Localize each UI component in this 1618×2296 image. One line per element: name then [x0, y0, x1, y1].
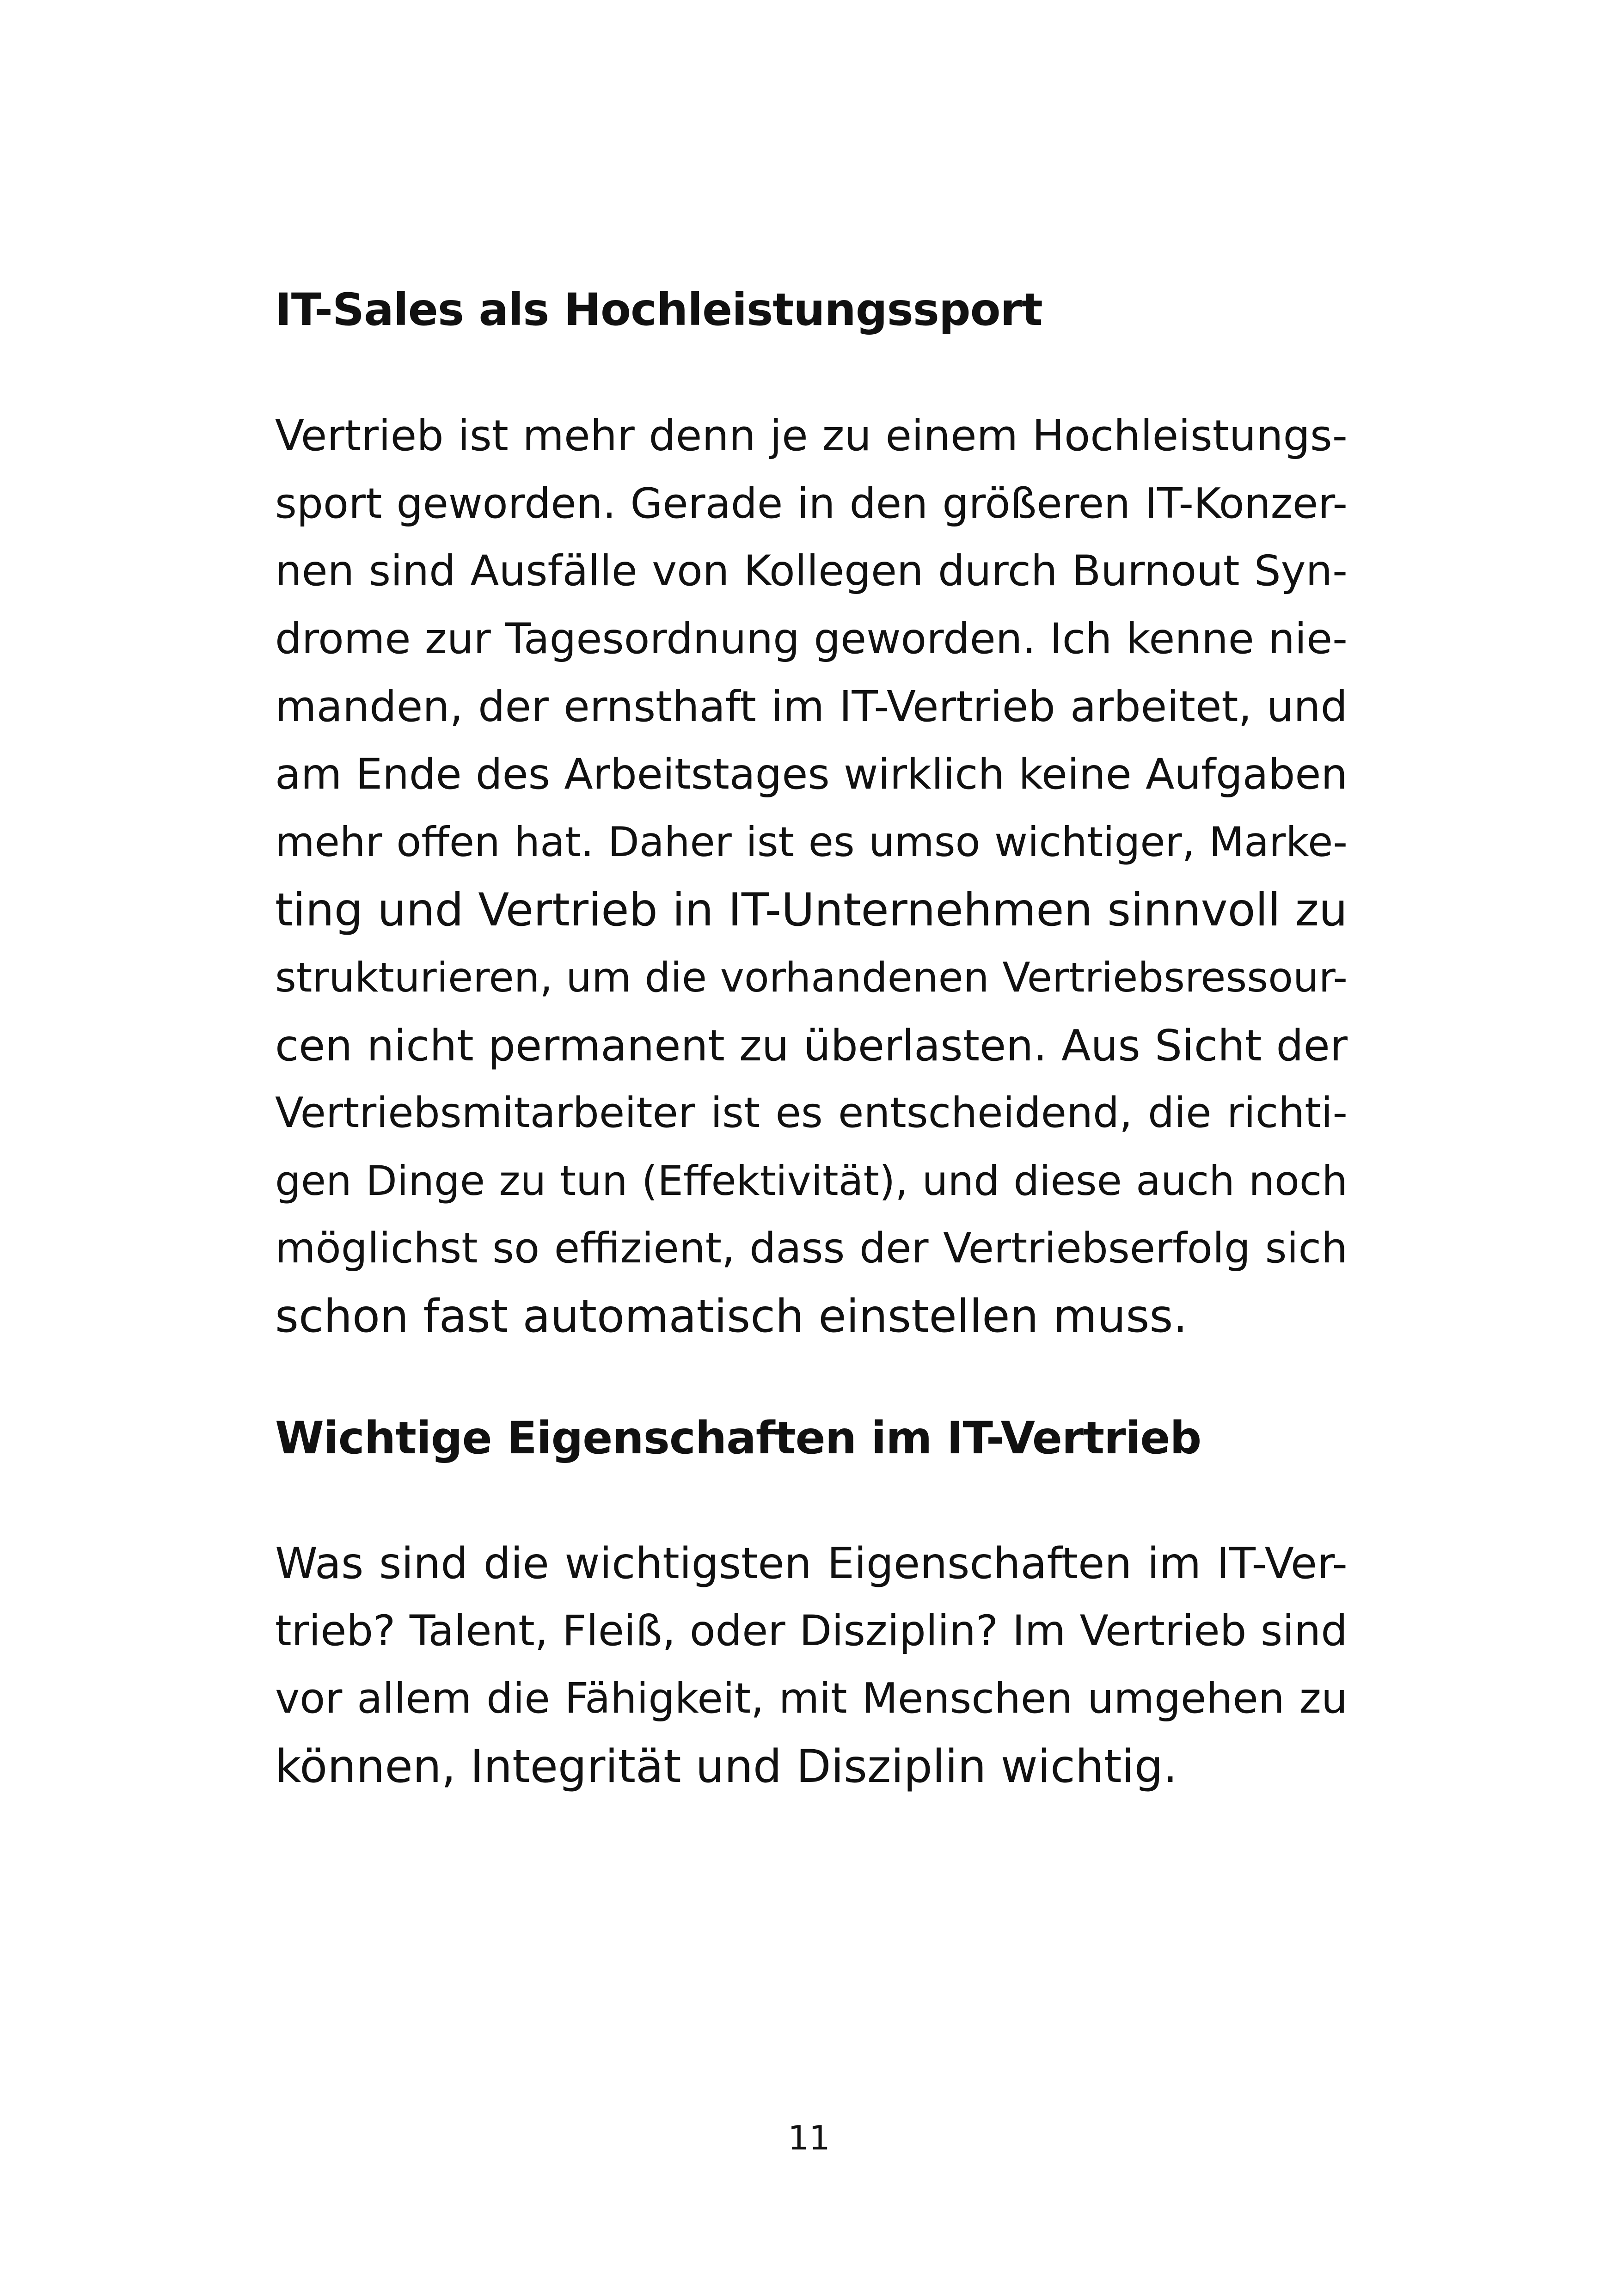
section-heading: Wichtige Eigenschaften im IT-Vertrieb — [275, 1412, 1201, 1464]
text-line: trieb? Talent, Fleiß, oder Disziplin? Im Vertrieb sind — [275, 1606, 1348, 1655]
page-number: 11 — [788, 2118, 830, 2157]
text-line: manden, der ernsthaft im IT-Vertrieb arbeitet, und — [275, 682, 1348, 731]
section-heading: IT-Sales als Hochleistungssport — [275, 284, 1042, 336]
text-line: schon fast automatisch einstellen muss. — [275, 1290, 1188, 1343]
body-paragraph — [275, 402, 1348, 1350]
text-line: ting und Vertrieb in IT-Unternehmen sinnvoll zu — [275, 883, 1348, 937]
text-line: gen Dinge zu tun (Effektivität), und diese auch noch — [275, 1157, 1348, 1205]
text-line: können, Integrität und Disziplin wichtig. — [275, 1740, 1177, 1793]
text-line: cen nicht permanent zu überlasten. Aus Sicht der — [275, 1020, 1348, 1071]
text-line: Vertriebsmitarbeiter ist es entscheidend, die richti- — [275, 1089, 1348, 1137]
text-line: drome zur Tagesordnung geworden. Ich kenne nie- — [275, 614, 1348, 663]
text-line: nen sind Ausfälle von Kollegen durch Burnout Syn- — [275, 547, 1348, 595]
page-content — [275, 277, 1348, 1800]
body-paragraph — [275, 1530, 1348, 1800]
text-line: sport geworden. Gerade in den größeren IT-Konzer- — [275, 479, 1348, 528]
text-line: Vertrieb ist mehr denn je zu einem Hochleistungs- — [275, 411, 1348, 460]
text-line: am Ende des Arbeitstages wirklich keine Aufgaben — [275, 750, 1348, 799]
text-line: mehr offen hat. Daher ist es umso wichtiger, Marke- — [275, 818, 1348, 866]
text-line: Was sind die wichtigsten Eigenschaften im IT-Ver- — [275, 1538, 1348, 1588]
text-line: vor allem die Fähigkeit, mit Menschen umgehen zu — [275, 1674, 1348, 1723]
text-line: möglichst so effizient, dass der Vertriebserfolg sich — [275, 1224, 1348, 1273]
text-line: strukturieren, um die vorhandenen Vertriebsressour- — [275, 954, 1348, 1001]
